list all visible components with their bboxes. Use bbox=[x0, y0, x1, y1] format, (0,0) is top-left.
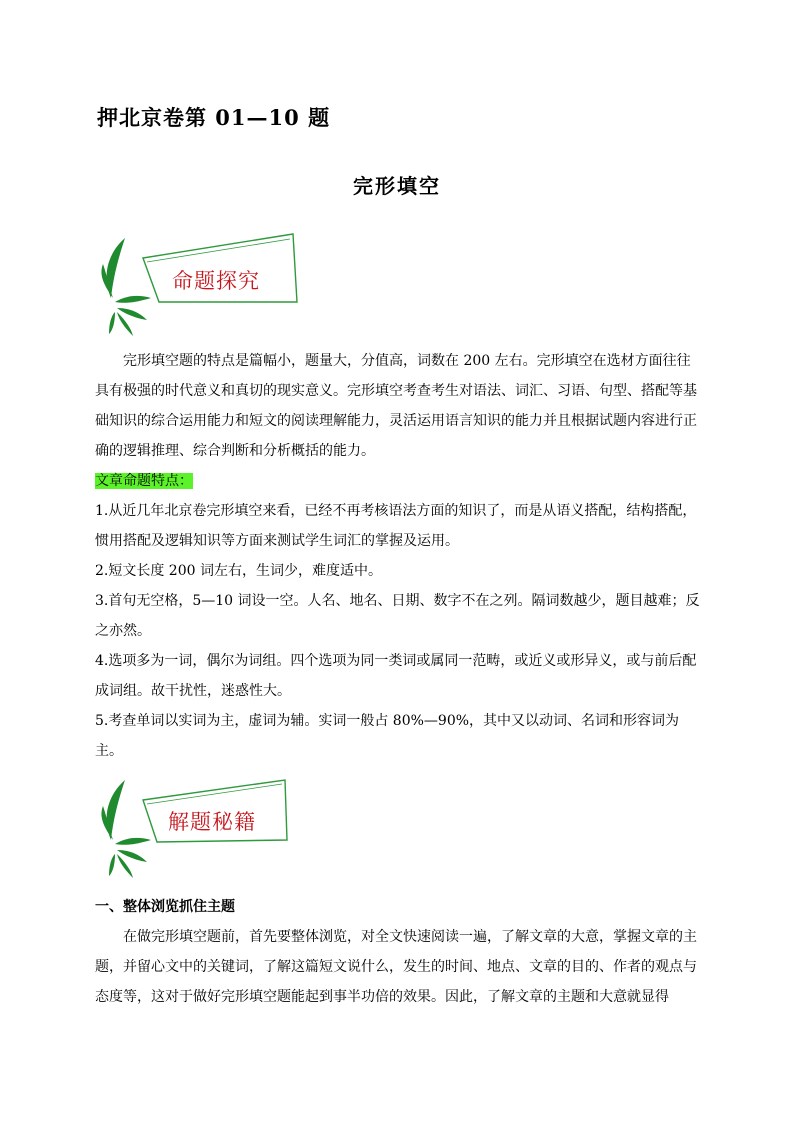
sub-title: 完形填空 bbox=[353, 174, 441, 198]
feature-item-1: 1.从近几年北京卷完形填空来看，已经不再考核语法方面的知识了，而是从语义搭配，结构搭配，惯用搭配及逻辑知识等方面来测试学生词汇的掌握及运用。 bbox=[95, 503, 697, 549]
banner-label-mingti: 命题探究 bbox=[172, 269, 260, 293]
banner-label-jieti: 解题秘籍 bbox=[168, 810, 256, 834]
body-paragraph: 在做完形填空题前，首先要整体浏览，对全文快速阅读一遍，了解文章的大意，掌握文章的主题，并留心文中的关键词，了解这篇短文说什么，发生的时间、地点、文章的目的、作者的观点与态度等，这对于做好完形填空题能起到事半功倍的效果。因此，了解文章的主题和大意就显得 bbox=[95, 929, 697, 1005]
section-jieti-content bbox=[95, 892, 701, 1012]
banner-jieti bbox=[95, 770, 305, 880]
features-heading-text: 文章命题特点： bbox=[95, 473, 193, 489]
section-mingti-content bbox=[95, 346, 701, 766]
leaf-swirl-icon bbox=[95, 228, 165, 338]
intro-paragraph: 完形填空题的特点是篇幅小，题量大，分值高，词数在 200 左右。完形填空在选材方面往往具有极强的时代意义和真切的现实意义。完形填空考查考生对语法、词汇、习语、句型、搭配等基础知识的综合运用能力和短文的阅读理解能力，灵活运用语言知识的能力并且根据试题内容进行正确的逻辑推理、综合判断和分析概括的能力。 bbox=[95, 353, 697, 459]
leaf-swirl-icon bbox=[95, 770, 165, 880]
features-heading bbox=[95, 466, 701, 496]
feature-item-3: 3.首句无空格，5—10 词设一空。人名、地名、日期、数字不在之列。隔词数越少，题目越难；反之亦然。 bbox=[95, 593, 700, 639]
main-title: 押北京卷第 01—10 题 bbox=[97, 105, 331, 130]
banner-mingti bbox=[95, 228, 305, 338]
feature-item-2: 2.短文长度 200 词左右，生词少，难度适中。 bbox=[95, 563, 382, 579]
feature-item-5: 5.考查单词以实词为主，虚词为辅。实词一般占 80%—90%，其中又以动词、名词和形容词为主。 bbox=[95, 713, 680, 759]
feature-item-4: 4.选项多为一词，偶尔为词组。四个选项为同一类词或属同一范畴，或近义或形异义，或与前后配成词组。故干扰性，迷惑性大。 bbox=[95, 653, 697, 699]
section-heading: 一、整体浏览抓住主题 bbox=[95, 899, 235, 915]
